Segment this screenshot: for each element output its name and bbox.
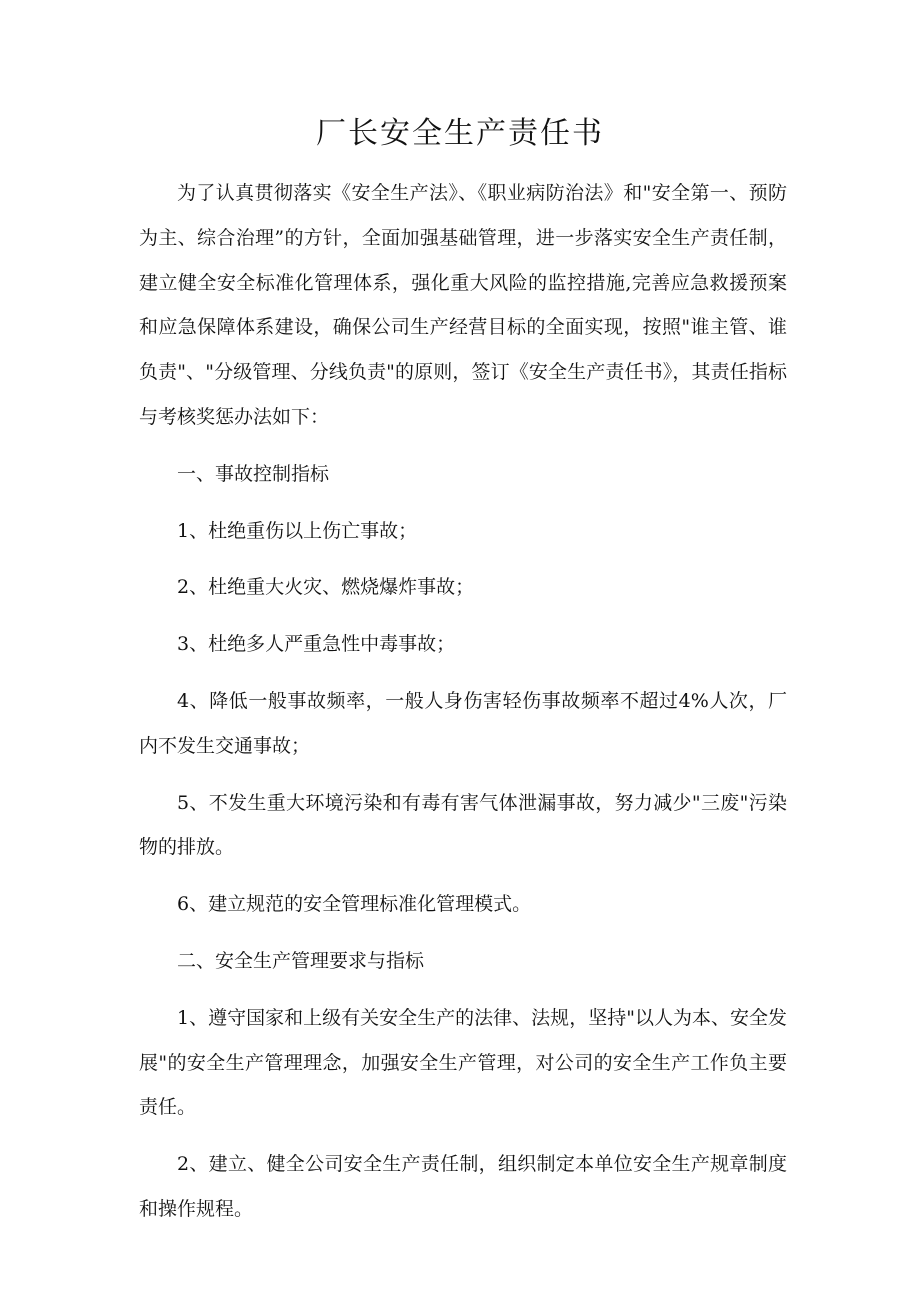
section-heading-accident-control: 一、事故控制指标 [177, 462, 330, 485]
list-item: 6、建立规范的安全管理标准化管理模式。 [177, 893, 532, 916]
list-item: 3、杜绝多人严重急性中毒事故； [177, 633, 456, 656]
list-item: 2、杜绝重大火灾、燃烧爆炸事故； [177, 576, 475, 599]
list-item: 1、杜绝重伤以上伤亡事故； [177, 519, 418, 542]
document-body [139, 171, 787, 1232]
list-item: 1、遵守国家和上级有关安全生产的法律、法规，坚持"以人为本、安全发展"的安全生产管理理念，加强安全生产管理，对公司的安全生产工作负主要责任。 [139, 1006, 787, 1119]
document-title: 厂长安全生产责任书 [316, 116, 604, 151]
section-heading-safety-management: 二、安全生产管理要求与指标 [177, 949, 425, 972]
list-item: 2、建立、健全公司安全生产责任制，组织制定本单位安全生产规章制度和操作规程。 [139, 1153, 787, 1220]
list-item: 5、不发生重大环境污染和有毒有害气体泄漏事故，努力减少"三废"污染物的排放。 [139, 791, 787, 859]
list-item: 4、降低一般事故频率，一般人身伤害轻伤事故频率不超过4%人次，厂内不发生交通事故； [139, 689, 787, 757]
intro-paragraph: 为了认真贯彻落实《安全生产法》、《职业病防治法》和"安全第一、预防为主、综合治理”的方针，全面加强基础管理，进一步落实安全生产责任制，建立健全安全标准化管理体系，强化重大风险的监控措施,完善应急救援预案和应急保障体系建设，确保公司生产经营目标的全面实现，按照"谁主管、谁负责"、"分级管理、分线负责"的原则，签订《安全生产责任书》，其责任指标与考核奖惩办法如下： [139, 182, 787, 428]
